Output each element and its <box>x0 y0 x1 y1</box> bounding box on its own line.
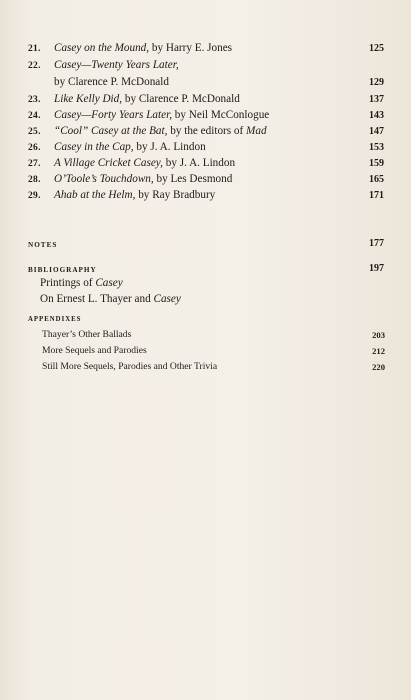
entry-title: Like Kelly Did, <box>54 93 123 105</box>
toc-entry <box>28 109 384 123</box>
entry-number: 29. <box>28 191 41 201</box>
entry-page: 137 <box>369 94 384 105</box>
entry-number: 24. <box>28 111 41 121</box>
entry-author-italic: Mad <box>246 125 267 137</box>
entry-number: 26. <box>28 143 41 153</box>
entry-page: 171 <box>369 190 384 201</box>
entry-number: 25. <box>28 127 41 137</box>
entry-title: A Village Cricket Casey, <box>54 157 163 169</box>
entry-title: Casey in the Cap, <box>54 141 134 153</box>
appendix-page: 220 <box>372 362 385 372</box>
bibliography-item <box>40 293 181 305</box>
entry-page: 125 <box>369 43 384 54</box>
entry-author: by Clarence P. McDonald <box>54 76 169 88</box>
toc-entry <box>28 141 384 155</box>
entry-title: “Cool” Casey at the Bat, <box>54 125 168 137</box>
entry-page: 159 <box>369 158 384 169</box>
appendixes-heading: APPENDIXES <box>28 316 82 323</box>
bibliography-item-text: Printings of <box>40 277 96 289</box>
appendix-page: 203 <box>372 330 385 340</box>
bibliography-heading: BIBLIOGRAPHY <box>28 266 97 274</box>
entry-author: by Clarence P. McDonald <box>122 93 240 105</box>
entry-author: by Les Desmond <box>153 173 233 185</box>
entry-title: Casey—Forty Years Later, <box>54 109 172 121</box>
entry-author: by J. A. Lindon <box>133 141 206 153</box>
appendix-item: Thayer’s Other Ballads <box>42 329 132 340</box>
appendix-item: More Sequels and Parodies <box>42 345 147 356</box>
entry-author: by Neil McConlogue <box>172 109 270 121</box>
entry-number: 23. <box>28 95 41 105</box>
bibliography-item-italic: Casey <box>153 293 181 305</box>
bibliography-page: 197 <box>369 263 384 274</box>
notes-heading: NOTES <box>28 241 58 249</box>
entry-author: by J. A. Lindon <box>162 157 236 169</box>
toc-entry <box>28 93 384 107</box>
bibliography-item <box>40 277 123 289</box>
entry-page: 153 <box>369 142 384 153</box>
entry-number: 22. <box>28 61 41 71</box>
entry-title: Ahab at the Helm, <box>54 189 136 201</box>
entry-number: 27. <box>28 159 41 169</box>
entry-title: Casey—Twenty Years Later, <box>54 59 179 71</box>
entry-title: Casey on the Mound, <box>54 42 150 54</box>
bibliography-item-italic: Casey <box>95 277 123 289</box>
entry-author: by Harry E. Jones <box>149 42 233 54</box>
notes-page: 177 <box>369 238 384 249</box>
entry-page: 147 <box>369 126 384 137</box>
toc-entry <box>28 125 384 139</box>
entry-title: O’Toole’s Touchdown, <box>54 173 154 185</box>
entry-page: 143 <box>369 110 384 121</box>
toc-entry <box>28 157 384 171</box>
appendix-item: Still More Sequels, Parodies and Other Trivia <box>42 361 218 372</box>
toc-entry-continuation <box>28 76 384 89</box>
entry-author: by Ray Bradbury <box>135 189 216 201</box>
toc-entry <box>28 189 384 203</box>
toc-entry <box>28 42 384 56</box>
entry-number: 21. <box>28 44 41 54</box>
entry-page: 129 <box>369 77 384 88</box>
entry-number: 28. <box>28 175 41 185</box>
toc-entry <box>28 173 384 187</box>
toc-entry <box>28 59 384 73</box>
entry-author: by the editors of <box>167 125 247 137</box>
bibliography-item-text: On Ernest L. Thayer and <box>40 293 154 305</box>
appendix-page: 212 <box>372 346 385 356</box>
entry-page: 165 <box>369 174 384 185</box>
